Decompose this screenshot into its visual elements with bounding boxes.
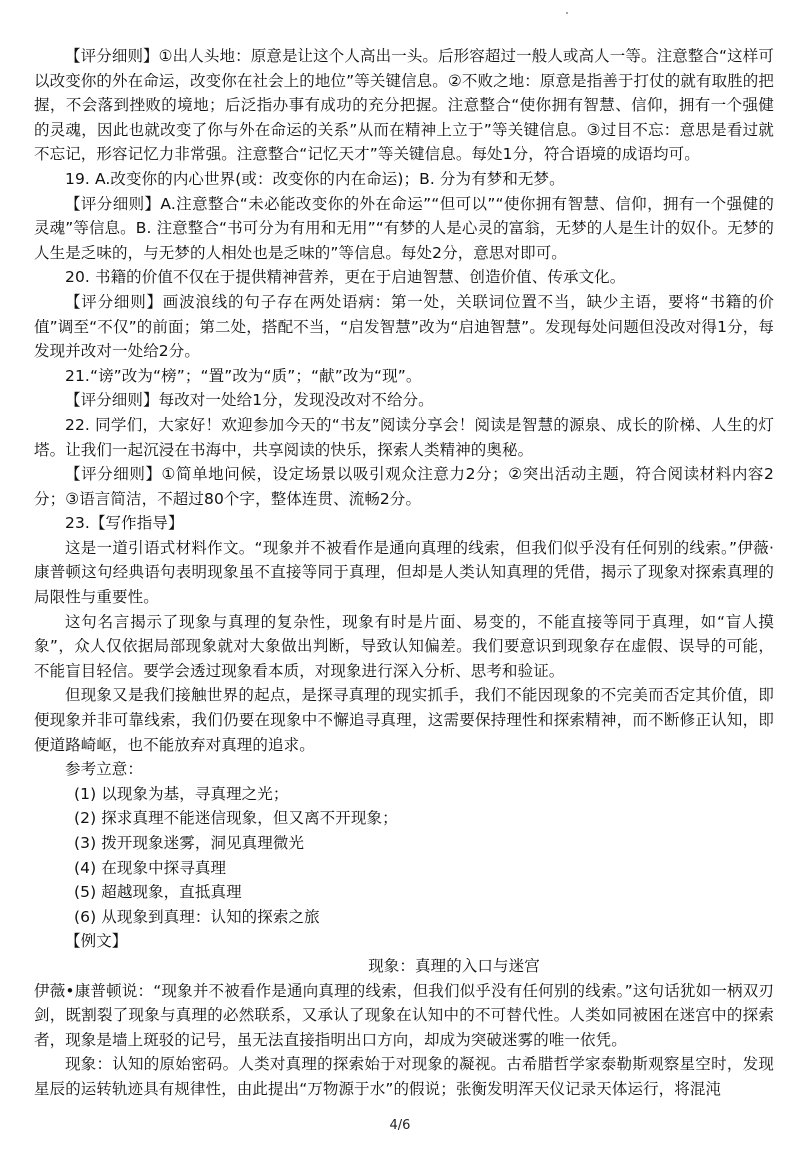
writing-guide-paragraph: 但现象又是我们接触世界的起点，是探寻真理的现实抓手，我们不能因现象的不完美而否定其价值，即便现象并非可靠线索，我们仍要在现象中不懈追寻真理，这需要保持理性和探索精神，而不断修正认知，即便道路崎岖，也不能放弃对真理的追求。 <box>34 686 774 754</box>
scoring-note-19: 【评分细则】A.注意整合“未必能改变你的外在命运”“但可以”“使你拥有智慧、信仰，拥有一个强健的灵魂”等信息。B. 注意整合“书可分为有用和无用”“有梦的人是心灵的富翁，无梦的人是生计的奴仆。无梦的人生是乏味的，与无梦的人相处也是乏味的”等信息。每处2分，意思对即可。 <box>34 194 774 262</box>
essay-title: 现象：真理的入口与迷宫 <box>368 956 540 975</box>
document-body <box>34 44 774 1102</box>
question-23-heading: 23.【写作指导】 <box>65 514 184 533</box>
essay-paragraph: 伊薇•康普顿说：“现象并不被看作是通向真理的线索，但我们似乎没有任何别的线索。”这句话犹如一柄双刃剑，既割裂了现象与真理的必然联系，又承认了现象在认知中的不可替代性。人类如同被困在迷宫中的探索者，现象是墙上斑驳的记号，虽无法直接指明出口方向，却成为突破迷雾的唯一依凭。 <box>34 981 774 1049</box>
answer-21: 21.“谤”改为“榜”；“置”改为“质”；“献”改为“现”。 <box>65 366 422 385</box>
list-item: (3) 拨开现象迷雾，洞见真理微光 <box>74 834 305 852</box>
answer-20: 20. 书籍的价值不仅在于提供精神营养，更在于启迪智慧、创造价值、传承文化。 <box>65 268 626 287</box>
list-item: (4) 在现象中探寻真理 <box>74 858 227 877</box>
writing-guide-paragraph: 这是一道引语式材料作文。“现象并不被看作是通向真理的线索，但我们似乎没有任何别的线索。”伊薇·康普顿这句经典语句表明现象虽不直接等同于真理，但却是人类认知真理的凭借，揭示了现象对探索真理的局限性与重要性。 <box>34 538 774 607</box>
list-item: (6) 从现象到真理：认知的探索之旅 <box>74 907 320 926</box>
scoring-note-21: 【评分细则】每改对一处给1分，发现没改对不给分。 <box>65 391 434 410</box>
example-label: 【例文】 <box>65 932 128 951</box>
list-item: (5) 超越现象，直抵真理 <box>74 883 242 902</box>
essay-paragraph: 现象：认知的原始密码。人类对真理的探索始于对现象的凝视。古希腊哲学家泰勒斯观察星空时，发现星辰的运转轨迹具有规律性，由此提出“万物源于水”的假说；张衡发明浑天仪记录天体运行，将混沌 <box>34 1055 774 1098</box>
list-item: (1) 以现象为基，寻真理之光； <box>74 784 289 803</box>
scoring-note-20: 【评分细则】画波浪线的句子存在两处语病：第一处，关联词位置不当，缺少主语，要将“书籍的价值”调至“不仅”的前面；第二处，搭配不当，“启发智慧”改为“启迪智慧”。发现每处问题但没改对得1分，每发现并改对一处给2分。 <box>34 292 774 361</box>
page-number: 4/6 <box>389 1118 411 1133</box>
writing-guide-paragraph: 这句名言揭示了现象与真理的复杂性，现象有时是片面、易变的，不能直接等同于真理，如“盲人摸象”，众人仅依据局部现象就对大象做出判断，导致认知偏差。我们要意识到现象存在虚假、误导的可能，不能盲目轻信。要学会透过现象看本质，对现象进行深入分析、思考和验证。 <box>34 612 774 680</box>
scoring-note-22: 【评分细则】①简单地问候，设定场景以吸引观众注意力2分；②突出活动主题，符合阅读材料内容2分；③语言简洁，不超过80个字，整体连贯、流畅2分。 <box>34 465 774 508</box>
reference-ideas-list <box>34 782 774 930</box>
answer-22: 22. 同学们，大家好！欢迎参加今天的“书友”阅读分享会！阅读是智慧的源泉、成长的阶梯、人生的灯塔。让我们一起沉浸在书海中，共享阅读的快乐，探索人类精神的奥秘。 <box>34 415 774 459</box>
answer-19: 19. A.改变你的内心世界(或：改变你的内在命运)；B. 分为有梦和无梦。 <box>65 169 565 188</box>
reference-ideas-heading: 参考立意： <box>65 760 144 779</box>
list-item: (2) 探求真理不能迷信现象，但又离不开现象； <box>74 809 398 828</box>
scoring-note-18: 【评分细则】①出人头地：原意是让这个人高出一头。后形容超过一般人或高人一等。注意整合“这样可以改变你的外在命运，改变你在社会上的地位”等关键信息。②不败之地：原意是指善于打仗的就有取胜的把握，不会落到挫败的境地；后泛指办事有成功的充分把握。注意整合“使你拥有智慧、信仰，拥有一个强健的灵魂，因此也就改变了你与外在命运的关系”从而在精神上立于”等关键信息。③过目不忘：意思是看过就不忘记，形容记忆力非常强。注意整合“记忆天才”等关键信息。每处1分，符合语境的成语均可。 <box>34 47 774 164</box>
scan-speck <box>566 12 568 14</box>
